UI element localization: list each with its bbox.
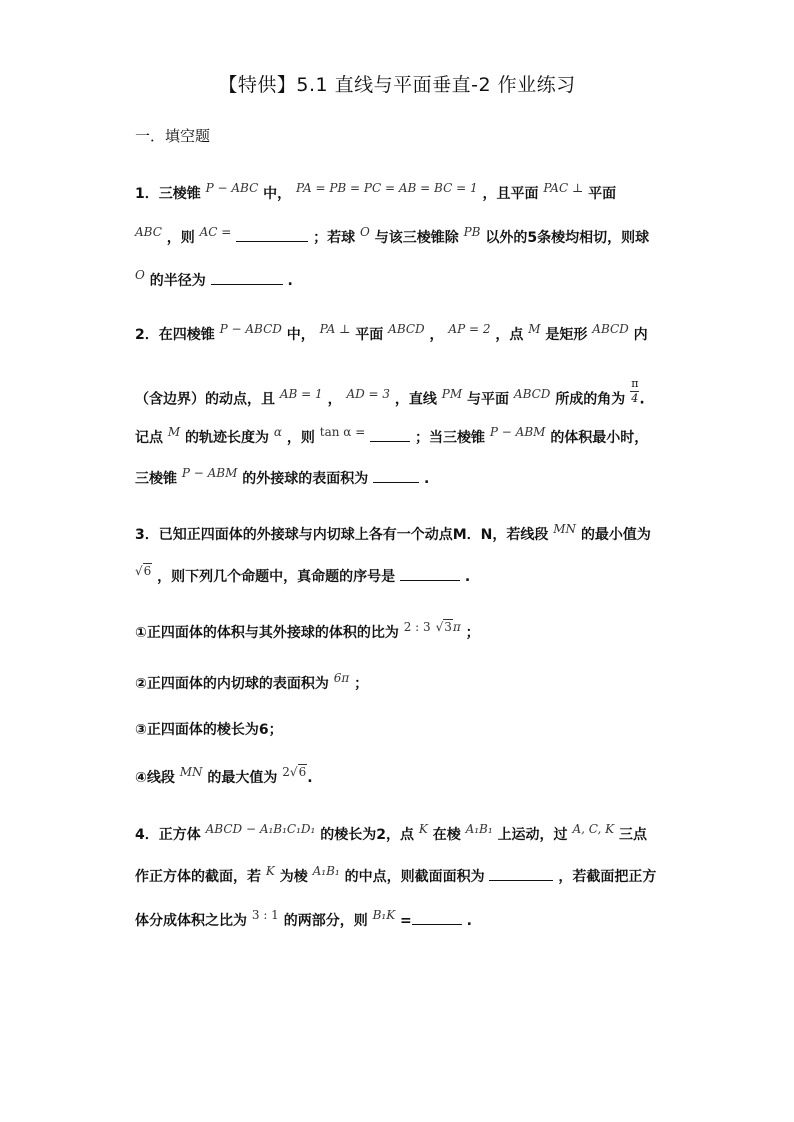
text: .: [424, 471, 430, 487]
text: 的中点，则截面面积为: [344, 869, 485, 885]
text: 的半径为: [149, 273, 206, 289]
text: 的最小值为: [580, 527, 651, 543]
text: 平面: [355, 327, 384, 343]
text: ④线段: [135, 770, 175, 786]
text: 三棱锥: [135, 471, 177, 487]
option-4: [135, 767, 313, 787]
math-expression: 2 : 3: [403, 620, 431, 634]
text: 的两部分，则: [283, 913, 368, 929]
math-expression: PAC ⊥: [543, 181, 584, 195]
question-1-line-2: [135, 227, 649, 247]
text: ③正四面体的棱长为6；: [135, 722, 283, 738]
math-expression: ABCD: [592, 322, 629, 336]
text: 中，: [286, 327, 315, 343]
text: 是矩形: [545, 327, 588, 343]
math-expression: K: [265, 864, 275, 878]
text: 作正方体的截面，若: [135, 869, 261, 885]
math-expression: AC =: [199, 225, 232, 239]
text: 2．在四棱锥: [135, 327, 215, 343]
question-1-line-3: [135, 270, 293, 290]
math-expression: M: [167, 425, 181, 439]
question-2-line-1: [135, 324, 648, 344]
math-expression: A₁B₁: [312, 864, 340, 878]
question-1-line-1: [135, 183, 616, 203]
math-expression: AP = 2: [448, 322, 491, 336]
text: ，则: [166, 230, 195, 246]
text: 平面: [588, 186, 617, 202]
text: ，: [429, 327, 444, 343]
text: ；: [465, 625, 480, 641]
math-expression: O: [135, 268, 145, 282]
text: ，且平面: [482, 186, 539, 202]
text: 三点: [618, 827, 647, 843]
question-2-line-3: [135, 427, 648, 447]
option-1: [135, 622, 480, 642]
question-4-line-3: [135, 910, 472, 930]
text: ，点: [495, 327, 524, 343]
math-expression: ABCD: [388, 322, 425, 336]
math-expression: AB = 1: [279, 386, 323, 401]
text: ；若球: [313, 230, 356, 246]
question-4-line-2: [135, 866, 656, 886]
text: ，: [327, 391, 342, 408]
math-expression: O: [359, 225, 370, 239]
text: 以外的5条棱均相切，则球: [485, 230, 650, 246]
text: 4．正方体: [135, 827, 201, 843]
answer-blank[interactable]: [489, 868, 553, 881]
math-expression: A, C, K: [572, 822, 615, 836]
text: 的棱长为2，点: [320, 827, 414, 843]
text: 与该三棱锥除: [374, 230, 459, 246]
text: 内: [633, 327, 648, 343]
answer-blank[interactable]: [370, 429, 410, 442]
text: .: [639, 391, 645, 408]
math-expression: PA ⊥: [319, 322, 351, 336]
text: 所成的角为: [555, 391, 626, 408]
text: 中，: [263, 186, 292, 202]
radicand: 6: [143, 564, 152, 578]
math-expression: MN: [553, 522, 577, 536]
text: 体分成体积之比为: [135, 913, 247, 929]
option-3: [135, 719, 283, 739]
text: 3．已知正四面体的外接球与内切球上各有一个动点M．N，若线段: [135, 527, 549, 543]
text: 1．三棱锥: [135, 186, 201, 202]
text: .: [287, 273, 293, 289]
answer-blank[interactable]: [400, 568, 460, 581]
answer-blank[interactable]: [211, 272, 283, 285]
math-expression: 3 : 1: [251, 908, 279, 922]
math-expression: PA = PB = PC = AB = BC = 1: [296, 181, 478, 195]
math-expression: A₁B₁: [465, 822, 493, 836]
text: 上运动，过: [497, 827, 568, 843]
radicand: 6: [298, 765, 307, 779]
text: 记点: [135, 430, 163, 446]
text: （含边界）的动点，且: [135, 391, 275, 408]
square-root: √3: [435, 620, 452, 634]
math-expression: M: [528, 322, 541, 336]
math-expression: PM: [441, 386, 463, 401]
text: 为棱: [279, 869, 308, 885]
fraction-numerator: π: [631, 377, 639, 390]
math-expression: ABCD: [513, 386, 551, 401]
text: ，则下列几个命题中，真命题的序号是: [157, 569, 396, 585]
text: 的体积最小时，: [550, 430, 649, 446]
text: .: [307, 770, 313, 786]
math-expression: π: [452, 620, 461, 634]
text: ；当三棱锥: [415, 430, 486, 446]
answer-blank[interactable]: [412, 912, 462, 925]
question-4-line-1: [135, 824, 647, 844]
math-expression: P − ABM: [181, 466, 238, 480]
math-expression: ABCD − A₁B₁C₁D₁: [205, 822, 316, 836]
math-expression: tan α =: [319, 425, 366, 439]
math-expression: α: [273, 425, 283, 439]
text: 的轨迹长度为: [185, 430, 270, 446]
text: ，则: [286, 430, 315, 446]
math-expression: K: [418, 822, 428, 836]
fraction-denominator: 4: [631, 392, 639, 405]
math-expression: P − ABCD: [219, 322, 282, 336]
text: .: [464, 569, 471, 585]
text: 与平面: [467, 391, 510, 408]
math-expression: PB: [463, 225, 481, 239]
question-3-line-1: [135, 524, 651, 544]
answer-blank[interactable]: [373, 470, 419, 483]
math-expression: AD = 3: [346, 386, 391, 401]
text: ，直线: [394, 391, 437, 408]
text: ①正四面体的体积与其外接球的体积的比为: [135, 625, 399, 641]
option-2: [135, 673, 368, 693]
radicand: 3: [444, 620, 452, 634]
fraction: [630, 377, 639, 406]
section-heading: 一．填空题: [135, 127, 211, 145]
text: 的最大值为: [207, 770, 278, 786]
math-expression: MN: [179, 765, 203, 779]
question-2-line-2: [135, 377, 645, 414]
math-expression: ABC: [135, 225, 162, 239]
page-title: 【特供】5.1 直线与平面垂直-2 作业练习: [218, 74, 576, 96]
text: .: [466, 913, 472, 929]
text: ②正四面体的内切球的表面积为: [135, 676, 329, 692]
question-3-line-2: [135, 566, 470, 586]
math-expression: B₁K: [372, 908, 396, 922]
text: 的外接球的表面积为: [242, 471, 369, 487]
question-2-line-4: [135, 468, 429, 488]
square-root: √6: [135, 564, 152, 578]
text: =: [400, 913, 412, 929]
text: 在棱: [432, 827, 461, 843]
math-expression: P − ABC: [205, 181, 259, 195]
math-expression: 2: [282, 765, 290, 779]
text: ，若截面把正方: [558, 869, 657, 885]
answer-blank[interactable]: [236, 229, 308, 242]
square-root: √6: [289, 765, 307, 779]
math-expression: P − ABM: [489, 425, 546, 439]
text: ；: [354, 676, 369, 692]
math-expression: 6π: [333, 671, 350, 685]
